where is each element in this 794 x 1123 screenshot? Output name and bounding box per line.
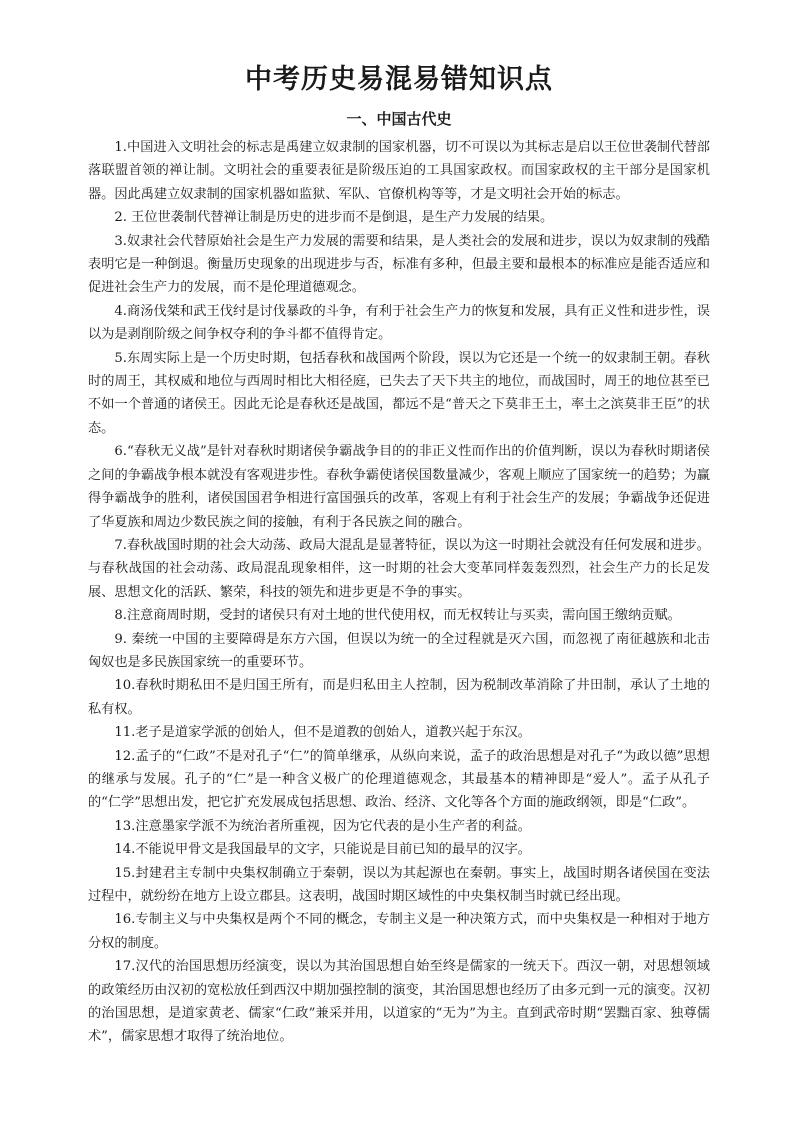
paragraph-12: 12.孟子的“仁政”不是对孔子“仁”的简单继承，从纵向来说，孟子的政治思想是对孔子“为政以德”思想的继承与发展。孔子的“仁”是一种含义极广的伦理道德观念，其最基本的精神即是“爱人”。孟子从孔子的“仁学”思想出发，把它扩充发展成包括思想、政治、经济、文化等各个方面的施政纲领，即是“仁政”。 <box>88 748 710 811</box>
paragraph-17: 17.汉代的治国思想历经演变，误以为其治国思想自始至终是儒家的一统天下。西汉一朝，对思想领域的政策经历由汉初的宽松放任到西汉中期加强控制的演变，其治国思想也经历了由多元到一元的演变。汉初的治国思想，是道家黄老、儒家“仁政”兼采并用，以道家的“无为”为主。直到武帝时期“罢黜百家、独尊儒术”，儒家思想才取得了统治地位。 <box>88 959 710 1045</box>
document-page <box>88 60 710 1049</box>
paragraph-6: 6.“春秋无义战”是针对春秋时期诸侯争霸战争目的的非正义性而作出的价值判断，误以为春秋时期诸侯之间的争霸战争根本就没有客观进步性。春秋争霸使诸侯国数量减少，客观上顺应了国家统一的趋势；为赢得争霸战争的胜利，诸侯国国君争相进行富国强兵的改革，客观上有利于社会生产的发展；争霸战争还促进了华夏族和周边少数民族之间的接触，有利于各民族之间的融合。 <box>88 444 710 530</box>
paragraph-7: 7.春秋战国时期的社会大动荡、政局大混乱是显著特征，误以为这一时期社会就没有任何发展和进步。与春秋战国的社会动荡、政局混乱现象相伴，这一时期的社会大变革同样轰轰烈烈，社会生产力的长足发展、思想文化的活跃、繁荣，科技的领先和进步更是不争的事实。 <box>88 537 710 600</box>
paragraph-16: 16.专制主义与中央集权是两个不同的概念，专制主义是一种决策方式，而中央集权是一种相对于地方分权的制度。 <box>88 912 710 951</box>
document-title: 中考历史易混易错知识点 <box>245 64 553 95</box>
paragraph-8: 8.注意商周时期，受封的诸侯只有对土地的世代使用权，而无权转让与买卖，需向国王缴纳贡赋。 <box>114 608 681 624</box>
paragraph-14: 14.不能说甲骨文是我国最早的文字，只能说是目前已知的最早的汉字。 <box>114 842 531 858</box>
paragraph-15: 15.封建君主专制中央集权制确立于秦朝，误以为其起源也在秦朝。事实上，战国时期各诸侯国在变法过程中，就纷纷在地方上设立郡县。这表明，战国时期区域性的中央集权制当时就已经出现。 <box>88 865 710 904</box>
paragraph-list <box>88 136 710 1049</box>
paragraph-10: 10.春秋时期私田不是归国王所有，而是归私田主人控制，因为税制改革消除了井田制，承认了土地的私有权。 <box>88 678 710 717</box>
paragraph-3: 3.奴隶社会代替原始社会是生产力发展的需要和结果，是人类社会的发展和进步，误以为奴隶制的残酷表明它是一种倒退。衡量历史现象的出现进步与否，标准有多种，但最主要和最根本的标准应是能否适应和促进社会生产力的发展，而不是伦理道德观念。 <box>88 233 710 296</box>
paragraph-4: 4.商汤伐桀和武王伐纣是讨伐暴政的斗争，有利于社会生产力的恢复和发展，具有正义性和进步性，误以为是剥削阶级之间争权夺利的争斗都不值得肯定。 <box>88 303 710 343</box>
paragraph-1: 1.中国进入文明社会的标志是禹建立奴隶制的国家机器，切不可误以为其标志是启以王位世袭制代替部落联盟首领的禅让制。文明社会的重要表征是阶级压迫的工具国家政权。而国家政权的主干部分是国家机器。因此禹建立奴隶制的国家机器如监狱、军队、官僚机构等等，才是文明社会开始的标志。 <box>88 140 710 202</box>
paragraph-5: 5.东周实际上是一个历史时期，包括春秋和战国两个阶段，误以为它还是一个统一的奴隶制王朝。春秋时的周王，其权威和地位与西周时相比大相径庭，已失去了天下共主的地位，而战国时，周王的地位甚至已不如一个普通的诸侯王。因此无论是春秋还是战国，都远不是“普天之下莫非王土，率土之滨莫非王臣”的状态。 <box>88 350 710 436</box>
section-heading: 一、中国古代史 <box>346 110 452 128</box>
paragraph-2: 2. 王位世袭制代替禅让制是历史的进步而不是倒退，是生产力发展的结果。 <box>114 210 554 226</box>
paragraph-13: 13.注意墨家学派不为统治者所重视，因为它代表的是小生产者的利益。 <box>114 818 531 834</box>
paragraph-11: 11.老子是道家学派的创始人，但不是道教的创始人，道教兴起于东汉。 <box>114 725 531 741</box>
paragraph-9: 9. 秦统一中国的主要障碍是东方六国，但误以为统一的全过程就是灭六国，而忽视了南征越族和北击匈奴也是多民族国家统一的重要环节。 <box>88 631 710 670</box>
